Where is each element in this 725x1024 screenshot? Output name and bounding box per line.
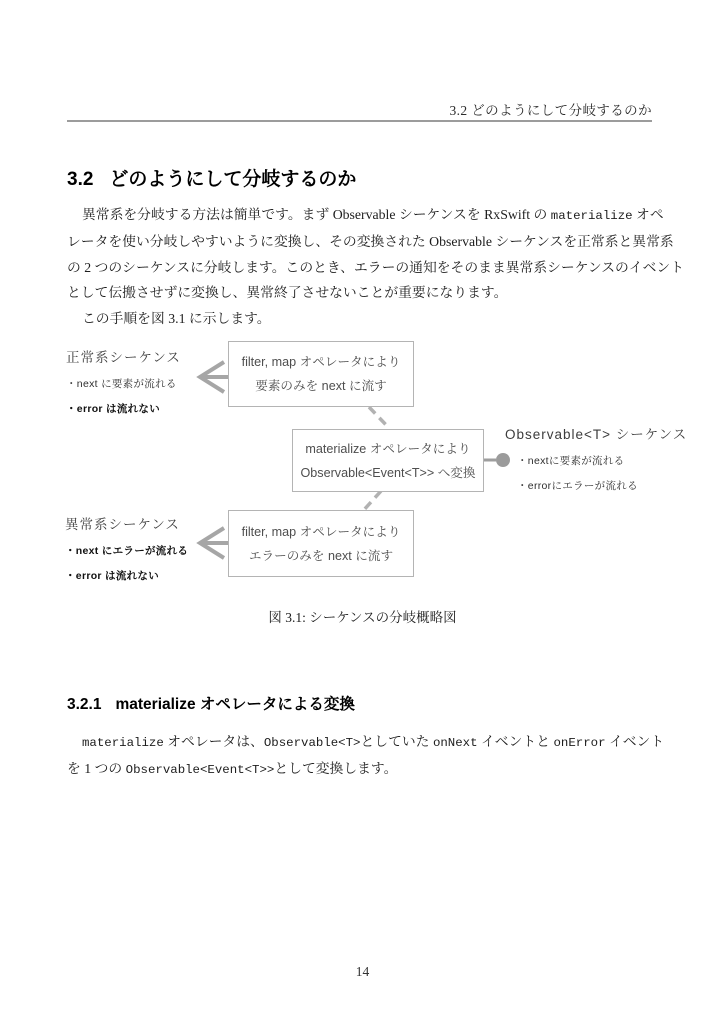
label-bullet: ・nextに要素が流れる [517,455,625,467]
header-rule [67,120,652,122]
box-filter-map-errors [228,510,414,577]
text-run: イベント [605,734,665,749]
running-header: 3.2 どのようにして分岐するのか [449,103,652,118]
box-text-line: 要素のみを next に流す [255,379,387,393]
arrow-left-top [200,362,229,392]
label-bullet: ・next にエラーが流れる [65,545,189,557]
label-normal-sequence [66,346,181,416]
label-title: 異常系シーケンス [65,517,180,532]
paragraph-line: レータを使い分岐しやすいように変換し、その変換された Observable シーケンスを正常系と異常系 [67,234,674,250]
label-title: 正常系シーケンス [66,350,181,365]
text-run: オペ [632,207,664,222]
box-text-line: Observable<Event<T>> へ変換 [300,465,476,480]
text-run: 異常系を分岐する方法は簡単です。まず Observable シーケンスを RxSwift の [82,207,551,222]
dashed-link-bottom [362,491,381,512]
label-error-sequence [65,513,188,583]
text-run: を 1 つの [67,761,126,777]
box-text-line: materialize オペレータにより [305,441,471,456]
paragraph-line [67,756,659,783]
section-number: 3.2 [67,169,94,190]
code-run: Observable<T> [263,736,361,750]
paragraph-line [67,202,664,229]
text-run: として変換します。 [274,761,398,777]
paragraph-line: として伝搬させずに変換し、異常終了させないことが重要になります。 [67,285,508,301]
code-run: Observable<Event<T>> [125,763,275,778]
figure-caption: 図 3.1: シーケンスの分岐概略図 [268,610,457,625]
dashed-link-top [369,407,389,428]
text-run: イベントと [477,734,554,749]
box-text-line: filter, map オペレータにより [241,524,401,539]
subsection-number: 3.2.1 [67,696,102,713]
body-paragraph [67,729,665,784]
label-bullet: ・errorにエラーが流れる [517,480,638,492]
label-title: Observable<T> シーケンス [505,427,688,442]
code-run: materialize [550,209,633,223]
label-bullet: ・error は流れない [66,403,161,415]
text-run: としていた [360,734,433,749]
paragraph-line: の 2 つのシーケンスに分岐します。このとき、エラーの通知をそのまま異常系シーケンスのイベント [67,259,684,275]
box-filter-map-elements [228,341,414,407]
box-materialize [292,429,484,492]
page-number: 14 [355,964,370,979]
code-run: materialize [82,736,164,750]
intro-paragraph [67,202,684,331]
arrow-left-bottom [200,528,229,558]
label-bullet: ・error は流れない [65,570,160,582]
section-heading [67,164,356,191]
label-bullet: ・next に要素が流れる [66,378,177,390]
paragraph-line [67,729,665,756]
box-text-line: エラーのみを next に流す [248,548,394,563]
code-run: onError [553,736,606,750]
label-observable-sequence [505,423,687,493]
code-run: onNext [432,736,478,750]
subsection-heading [67,692,355,714]
subsection-title: materialize オペレータによる変換 [115,696,355,713]
box-text-line: filter, map オペレータにより [241,355,401,369]
section-title: どのようにして分岐するのか [109,169,357,190]
text-run: オペレータは、 [163,734,264,749]
paragraph-line: この手順を図 3.1 に示します。 [82,310,271,326]
